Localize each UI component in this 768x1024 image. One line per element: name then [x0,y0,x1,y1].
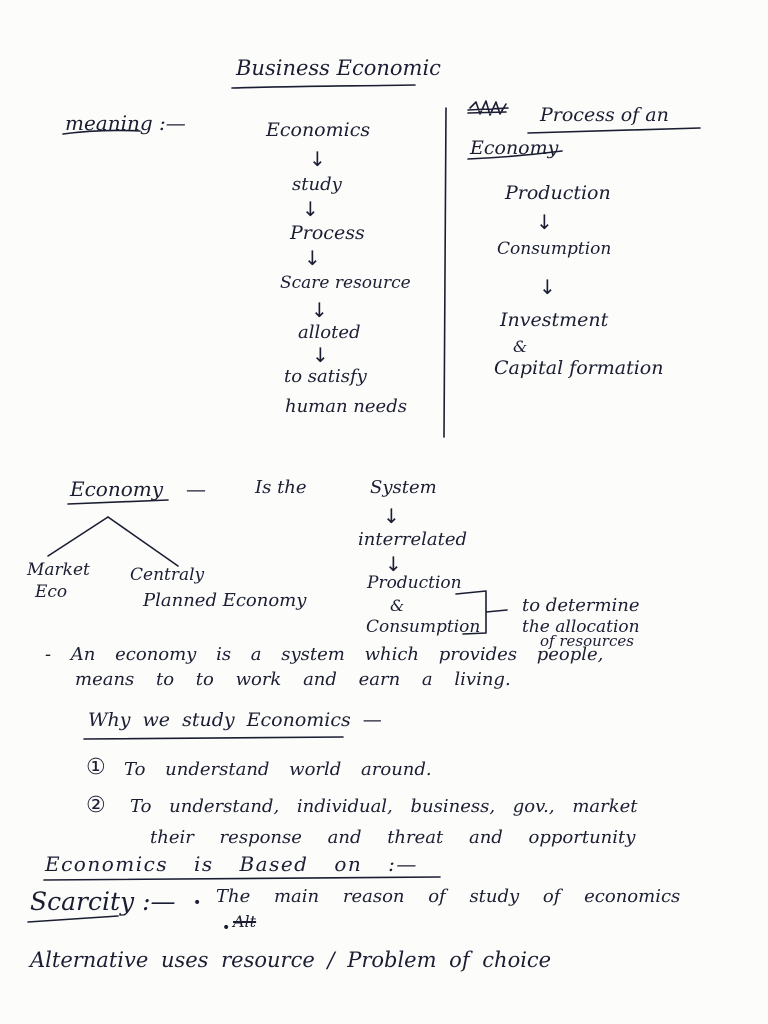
scarcity-point: The main reason of study of economics [216,886,681,907]
title-underline [232,85,415,88]
flow-item-economics: Economics [266,119,371,141]
down-arrow-icon [312,345,329,365]
down-arrow-icon [539,277,556,297]
economy-ampersand: & [390,596,405,615]
type-planned-economy: Planned Economy [143,590,307,611]
process-heading-economy: Economy [470,137,559,159]
economy-term: Economy [70,477,164,501]
process-heading-underline [528,128,700,133]
branch-left-line [48,517,108,556]
list-marker-1: ① [86,755,106,780]
economy-is-the: Is the [255,477,307,498]
flow-item-process: Process [290,222,365,244]
economy-interrelated: interrelated [358,529,467,550]
brace-note-line-1: to determine [522,595,640,616]
down-arrow-icon [302,199,319,219]
down-arrow-icon [309,149,326,169]
process-step-production: Production [505,182,611,204]
why-point-1: To understand world around. [124,759,432,780]
economy-sentence-line-2: means to to work and earn a living. [75,669,511,690]
down-arrow-icon [383,506,400,526]
scarcity-underline [28,916,118,922]
scarcity-label: Scarcity :— [30,887,176,916]
brace-note-line-2: the allocation [522,617,640,637]
flow-item-study: study [292,174,342,195]
struck-word: Alt [233,912,257,931]
economy-sentence-line-1: - An economy is a system which provides people, [45,644,604,665]
why-point-2-continuation: their response and threat and opportunity [150,827,636,848]
crossed-out-scribble [468,101,508,115]
flow-item-scarce-resource: Scare resource [280,273,411,293]
column-divider [444,108,446,437]
why-point-2: To understand, individual, business, gov., market [130,796,638,817]
economy-production: Production [367,573,462,593]
down-arrow-icon [536,212,553,232]
process-heading: Process of an [540,104,669,126]
economy-dash: — [186,477,206,501]
flow-item-to-satisfy: to satisfy [284,366,367,387]
brace-note-line-3: of resources [540,632,634,650]
based-on-heading: Economics is Based on :— [45,852,418,876]
alternative-uses-line: Alternative uses resource / Problem of choice [30,948,552,972]
page-title: Business Economic [236,56,441,80]
down-arrow-icon [311,300,328,320]
flow-item-human-needs: human needs [285,396,407,417]
list-marker-2: ② [86,793,106,818]
process-step-investment: Investment [500,309,609,331]
why-heading: Why we study Economics — [88,709,382,731]
type-centrally: Centraly [130,565,205,585]
economy-consumption: Consumption [366,617,481,637]
bullet: • [193,895,202,911]
process-step-capital-formation: Capital formation [494,357,664,379]
down-arrow-icon [385,554,402,574]
type-market: Market [27,560,90,580]
down-arrow-icon [304,248,321,268]
economy-system: System [370,477,437,498]
process-step-ampersand: & [513,337,528,356]
bullet: • [222,920,231,936]
why-heading-underline [84,737,343,739]
flow-item-allotted: alloted [298,322,361,343]
meaning-label: meaning :— [65,111,186,135]
branch-right-line [108,517,178,566]
type-market-eco: Eco [35,582,68,602]
based-on-underline [44,877,440,880]
process-step-consumption: Consumption [497,239,612,259]
